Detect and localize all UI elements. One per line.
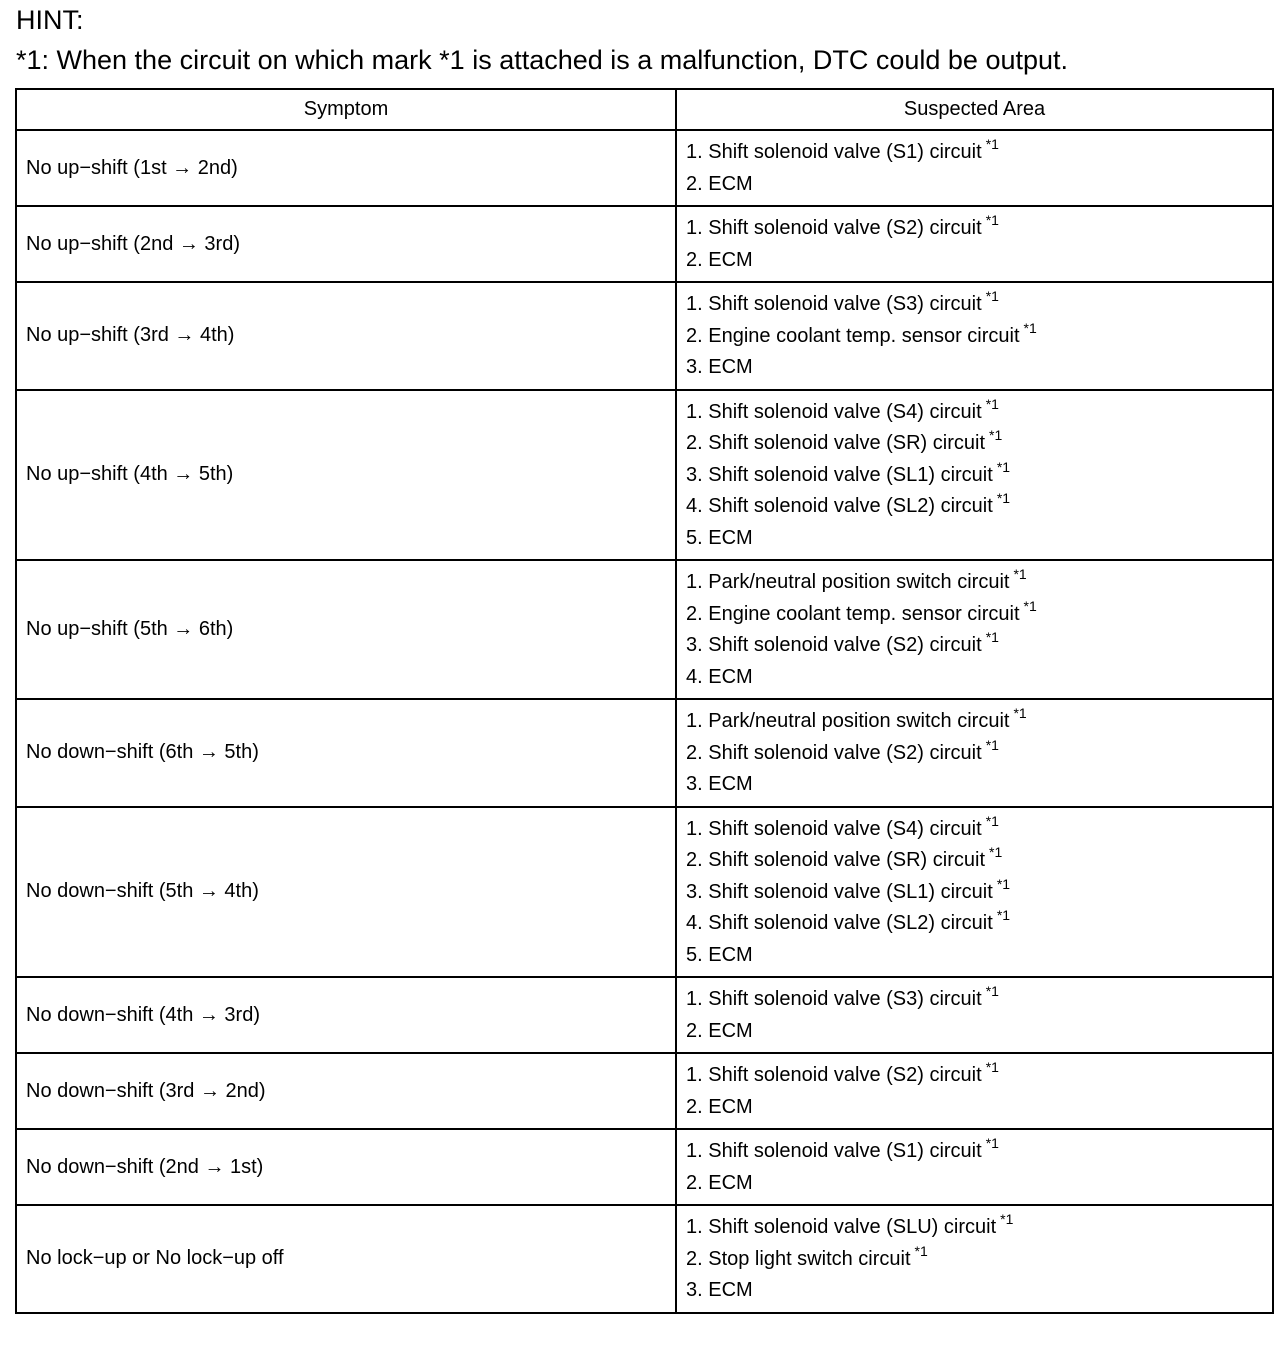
symptom-cell: No down−shift (3rd → 2nd) — [16, 1053, 676, 1129]
column-header-symptom: Symptom — [16, 89, 676, 130]
suspected-area-item — [686, 769, 1272, 800]
dtc-mark: *1 — [985, 1059, 999, 1075]
suspected-area-item — [686, 662, 1272, 693]
suspected-area-text: 1. Shift solenoid valve (S3) circuit — [686, 988, 982, 1010]
suspected-area-item — [686, 1275, 1272, 1306]
suspected-area-cell — [676, 977, 1273, 1053]
suspected-area-text: 2. Engine coolant temp. sensor circuit — [686, 324, 1020, 347]
table-body — [16, 130, 1273, 1313]
table-row — [16, 560, 1273, 699]
table-row — [16, 1129, 1273, 1205]
suspected-area-text: 5. ECM — [686, 526, 753, 549]
suspected-area-cell — [676, 206, 1273, 282]
suspected-area-cell — [676, 560, 1273, 699]
suspected-area-cell — [676, 390, 1273, 561]
suspected-area-item — [686, 1060, 1272, 1092]
suspected-area-text: 1. Shift solenoid valve (S1) circuit — [686, 1140, 982, 1162]
suspected-area-cell — [676, 1053, 1273, 1129]
suspected-area-text: 1. Park/neutral position switch circuit — [686, 571, 1010, 593]
suspected-area-cell — [676, 1129, 1273, 1205]
suspected-area-item — [686, 845, 1272, 877]
dtc-mark: *1 — [996, 490, 1011, 506]
table-row — [16, 807, 1273, 978]
hint-note: *1: When the circuit on which mark *1 is attached is a malfunction, DTC could be output. — [16, 45, 1069, 75]
suspected-area-item — [686, 1244, 1272, 1276]
symptom-cell: No down−shift (2nd → 1st) — [16, 1129, 676, 1205]
suspected-area-cell — [676, 699, 1273, 807]
table-row — [16, 1205, 1273, 1313]
suspected-area-text: 2. Shift solenoid valve (SR) circuit — [686, 432, 986, 454]
table-row — [16, 977, 1273, 1053]
suspected-area-text: 2. ECM — [686, 1095, 753, 1118]
table-row — [16, 699, 1273, 807]
dtc-mark: *1 — [1000, 1211, 1014, 1227]
suspected-area-item — [686, 213, 1272, 245]
symptom-cell: No down−shift (4th → 3rd) — [16, 977, 676, 1053]
dtc-mark: *1 — [989, 844, 1003, 860]
dtc-mark: *1 — [985, 395, 999, 412]
symptom-cell: No down−shift (5th → 4th) — [16, 807, 676, 978]
suspected-area-item — [686, 169, 1272, 200]
suspected-area-text: 2. ECM — [686, 1019, 753, 1042]
dtc-mark: *1 — [985, 136, 999, 152]
suspected-area-text: 2. Engine coolant temp. sensor circuit — [686, 602, 1020, 625]
suspected-area-item — [686, 814, 1272, 846]
dtc-mark: *1 — [1013, 705, 1027, 721]
suspected-area-text: 2. ECM — [686, 1171, 753, 1194]
suspected-area-item — [686, 908, 1272, 940]
symptom-cell: No up−shift (5th → 6th) — [16, 560, 676, 699]
column-header-suspected-area: Suspected Area — [676, 89, 1273, 130]
suspected-area-item — [686, 397, 1272, 429]
table-header-row — [16, 89, 1273, 130]
symptom-cell: No up−shift (4th → 5th) — [16, 390, 676, 561]
suspected-area-item — [686, 599, 1272, 631]
table-row — [16, 282, 1273, 390]
suspected-area-text: 3. ECM — [686, 773, 753, 795]
suspected-area-text: 1. Shift solenoid valve (S2) circuit — [686, 1064, 982, 1086]
suspected-area-item — [686, 137, 1272, 169]
suspected-area-text: 5. ECM — [686, 943, 753, 966]
suspected-area-item — [686, 630, 1272, 662]
suspected-area-item — [686, 491, 1272, 523]
dtc-mark: *1 — [996, 875, 1011, 892]
suspected-area-item — [686, 567, 1272, 599]
suspected-area-item — [686, 1136, 1272, 1168]
suspected-area-text: 2. ECM — [686, 172, 753, 195]
suspected-area-text: 1. Shift solenoid valve (S3) circuit — [686, 293, 982, 315]
suspected-area-item — [686, 940, 1272, 971]
suspected-area-text: 3. Shift solenoid valve (S2) circuit — [686, 634, 982, 656]
dtc-mark: *1 — [996, 458, 1011, 475]
suspected-area-item — [686, 738, 1272, 770]
suspected-area-text: 1. Shift solenoid valve (S1) circuit — [686, 141, 982, 163]
suspected-area-text: 4. Shift solenoid valve (SL2) circuit — [686, 495, 993, 517]
symptom-cell: No lock−up or No lock−up off — [16, 1205, 676, 1313]
symptom-table — [15, 88, 1274, 1314]
suspected-area-item — [686, 1168, 1272, 1199]
dtc-mark: *1 — [985, 812, 999, 829]
suspected-area-item — [686, 245, 1272, 276]
suspected-area-text: 1. Shift solenoid valve (SLU) circuit — [686, 1216, 997, 1238]
suspected-area-item — [686, 706, 1272, 738]
symptom-cell: No up−shift (3rd → 4th) — [16, 282, 676, 390]
dtc-mark: *1 — [985, 1135, 999, 1151]
suspected-area-text: 1. Shift solenoid valve (S4) circuit — [686, 400, 982, 423]
suspected-area-item — [686, 1212, 1272, 1244]
suspected-area-text: 3. Shift solenoid valve (SL1) circuit — [686, 880, 993, 903]
table-row — [16, 130, 1273, 206]
suspected-area-cell — [676, 130, 1273, 206]
suspected-area-text: 4. Shift solenoid valve (SL2) circuit — [686, 912, 993, 934]
dtc-mark: *1 — [1023, 319, 1037, 336]
suspected-area-item — [686, 1016, 1272, 1047]
table-row — [16, 206, 1273, 282]
suspected-area-text: 3. Shift solenoid valve (SL1) circuit — [686, 463, 993, 486]
dtc-mark: *1 — [985, 629, 999, 645]
suspected-area-item — [686, 877, 1272, 909]
suspected-area-text: 2. ECM — [686, 248, 753, 271]
suspected-area-item — [686, 352, 1272, 383]
suspected-area-cell — [676, 1205, 1273, 1313]
suspected-area-item — [686, 460, 1272, 492]
suspected-area-item — [686, 984, 1272, 1016]
suspected-area-item — [686, 523, 1272, 554]
symptom-cell: No down−shift (6th → 5th) — [16, 699, 676, 807]
table-row — [16, 390, 1273, 561]
dtc-mark: *1 — [914, 1242, 928, 1259]
suspected-area-text: 3. ECM — [686, 1279, 753, 1301]
suspected-area-text: 1. Shift solenoid valve (S2) circuit — [686, 217, 982, 239]
symptom-cell: No up−shift (1st → 2nd) — [16, 130, 676, 206]
hint-title: HINT: — [16, 5, 84, 35]
dtc-mark: *1 — [1023, 597, 1037, 614]
dtc-mark: *1 — [1013, 566, 1027, 582]
table-row — [16, 1053, 1273, 1129]
suspected-area-cell — [676, 282, 1273, 390]
suspected-area-text: 2. Shift solenoid valve (S2) circuit — [686, 741, 982, 764]
suspected-area-text: 2. Shift solenoid valve (SR) circuit — [686, 849, 986, 871]
symptom-cell: No up−shift (2nd → 3rd) — [16, 206, 676, 282]
suspected-area-item — [686, 289, 1272, 321]
suspected-area-text: 1. Park/neutral position switch circuit — [686, 710, 1010, 732]
dtc-mark: *1 — [985, 983, 999, 999]
dtc-mark: *1 — [985, 736, 999, 753]
dtc-mark: *1 — [989, 427, 1003, 443]
suspected-area-text: 2. Stop light switch circuit — [686, 1247, 911, 1270]
dtc-mark: *1 — [985, 212, 999, 228]
dtc-mark: *1 — [996, 907, 1011, 923]
suspected-area-text: 3. ECM — [686, 356, 753, 378]
suspected-area-item — [686, 1092, 1272, 1123]
suspected-area-item — [686, 428, 1272, 460]
suspected-area-item — [686, 321, 1272, 353]
suspected-area-text: 1. Shift solenoid valve (S4) circuit — [686, 817, 982, 840]
suspected-area-text: 4. ECM — [686, 665, 753, 688]
dtc-mark: *1 — [985, 288, 999, 304]
suspected-area-cell — [676, 807, 1273, 978]
